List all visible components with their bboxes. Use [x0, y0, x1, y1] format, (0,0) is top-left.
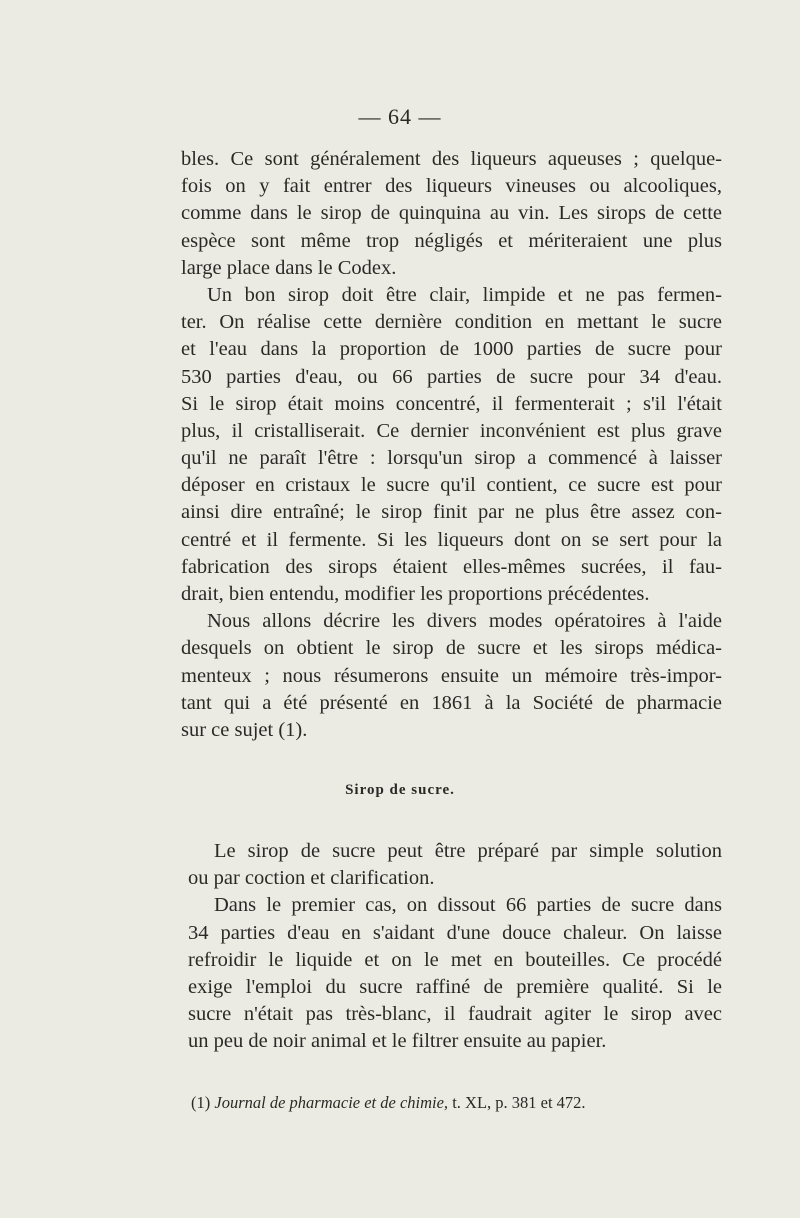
text-line: refroidir le liquide et on le met en bouteilles. Ce procédé	[188, 948, 722, 971]
section-heading: Sirop de sucre.	[345, 782, 455, 798]
text-line: 530 parties d'eau, ou 66 parties de sucre pour 34 d'eau.	[181, 365, 722, 388]
text-line: Le sirop de sucre peut être préparé par simple solution	[214, 840, 722, 862]
text-line: plus, il cristalliserait. Ce dernier inconvénient est plus grave	[181, 419, 722, 442]
text-line: fabrication des sirops étaient elles-mêmes sucrées, il fau-	[181, 555, 722, 578]
text-line: Un bon sirop doit être clair, limpide et ne pas fermen-	[207, 283, 722, 306]
text-line: Dans le premier cas, on dissout 66 parties de sucre dans	[214, 894, 722, 917]
text-line: large place dans le Codex.	[181, 256, 397, 279]
text-line: bles. Ce sont généralement des liqueurs aqueuses ; quelque-	[181, 148, 722, 170]
text-line: déposer en cristaux le sucre qu'il contient, ce sucre est pour	[181, 474, 722, 497]
footnote-marker: (1)	[191, 1093, 211, 1112]
body-text-top	[181, 146, 722, 744]
text-line: et l'eau dans la proportion de 1000 parties de sucre pour	[181, 338, 722, 361]
text-line: drait, bien entendu, modifier les proportions précédentes.	[181, 583, 650, 605]
text-line: tant qui a été présenté en 1861 à la Société de pharmacie	[181, 691, 722, 714]
text-line: centré et il fermente. Si les liqueurs dont on se sert pour la	[181, 528, 722, 551]
text-line: ainsi dire entraîné; le sirop finit par ne plus être assez con-	[181, 501, 722, 524]
text-line: desquels on obtient le sirop de sucre et les sirops médica-	[181, 637, 722, 660]
text-line: Si le sirop était moins concentré, il fermenterait ; s'il l'était	[181, 392, 722, 415]
text-line: qu'il ne paraît l'être : lorsqu'un sirop a commencé à laisser	[181, 447, 722, 470]
text-line: fois on y fait entrer des liqueurs vineuses ou alcooliques,	[181, 175, 722, 198]
footnote	[191, 1093, 721, 1113]
text-line: comme dans le sirop de quinquina au vin. Les sirops de cette	[181, 202, 722, 225]
footnote-journal: Journal de pharmacie et de chimie,	[214, 1093, 449, 1112]
text-line: sucre n'était pas très-blanc, il faudrait agiter le sirop avec	[188, 1003, 722, 1026]
page-number: — 64 —	[358, 104, 442, 129]
text-line: sur ce sujet (1).	[181, 718, 308, 741]
text-line: 34 parties d'eau en s'aidant d'une douce chaleur. On laisse	[188, 921, 722, 944]
text-line: un peu de noir animal et le filtrer ensuite au papier.	[188, 1030, 607, 1053]
text-line: espèce sont même trop négligés et mériteraient une plus	[181, 229, 722, 252]
body-text-bottom	[188, 838, 722, 1056]
text-line: ou par coction et clarification.	[188, 867, 435, 890]
text-line: exige l'emploi du sucre raffiné de première qualité. Si le	[188, 975, 722, 998]
text-line: Nous allons décrire les divers modes opératoires à l'aide	[207, 610, 722, 633]
text-line: ter. On réalise cette dernière condition en mettant le sucre	[181, 311, 722, 334]
footnote-reference: t. XL, p. 381 et 472.	[452, 1093, 586, 1112]
text-line: menteux ; nous résumerons ensuite un mémoire très-impor-	[181, 664, 722, 687]
